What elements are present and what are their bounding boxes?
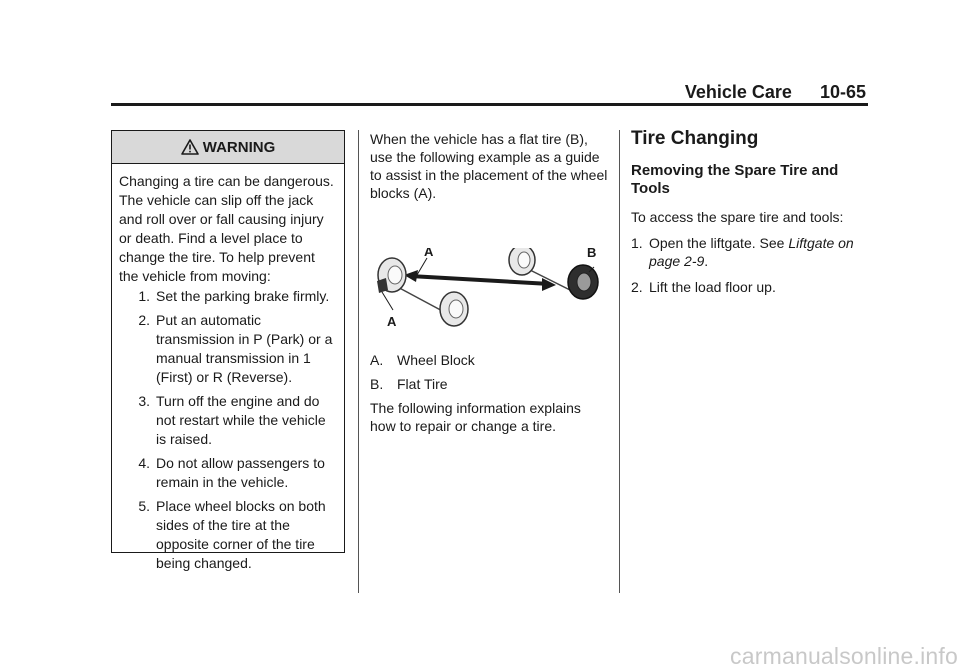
figure-label-b: B	[587, 248, 597, 260]
procedure-step	[631, 234, 871, 270]
header-text	[685, 82, 866, 103]
legend-key: B.	[370, 376, 384, 392]
warning-triangle-icon	[181, 139, 199, 155]
step-number: 5.	[138, 498, 150, 514]
figure-legend	[370, 351, 610, 435]
warning-intro: Changing a tire can be dangerous. The vehicle can slip off the jack and roll over or fall causing injury or death. Find a level place to change the tire. To help prevent the vehicle from moving:	[119, 173, 334, 284]
warning-step	[119, 311, 337, 387]
column-divider	[358, 130, 359, 593]
step-text: Do not allow passengers to remain in the vehicle.	[156, 455, 325, 490]
warning-step	[119, 454, 337, 492]
figure-label-a-bottom: A	[387, 314, 397, 329]
legend-key: A.	[370, 352, 384, 368]
step-text	[649, 234, 871, 270]
figure-label-a-top: A	[424, 248, 434, 259]
legend-item	[370, 375, 610, 393]
left-column	[111, 130, 346, 571]
subsection-heading: Removing the Spare Tire and Tools	[631, 162, 839, 197]
legend-label: Flat Tire	[397, 376, 448, 392]
warning-header	[112, 131, 344, 164]
step-number: 2.	[631, 279, 643, 295]
wheel-front-left	[509, 248, 535, 275]
step-number: 3.	[138, 393, 150, 409]
wheel-block-diagram	[370, 248, 610, 340]
step-text-lead: Open the liftgate. See	[649, 235, 789, 251]
flat-tire-icon	[568, 265, 598, 299]
direction-arrow	[404, 270, 556, 291]
right-intro: To access the spare tire and tools:	[631, 209, 844, 225]
step-number: 2.	[138, 312, 150, 328]
step-number: 1.	[631, 235, 643, 251]
middle-column	[370, 130, 610, 202]
page-header	[111, 82, 868, 104]
warning-step	[119, 392, 337, 449]
section-heading: Tire Changing	[631, 128, 759, 149]
step-text: Place wheel blocks on both sides of the tire at the opposite corner of the tire being changed.	[156, 498, 326, 571]
warning-step	[119, 497, 337, 573]
page-number: 10-65	[819, 82, 866, 102]
warning-body	[112, 164, 344, 573]
column-divider	[619, 130, 620, 593]
middle-intro: When the vehicle has a flat tire (B), use the following example as a guide to assist in the placement of the wheel blocks (A).	[370, 131, 608, 201]
step-text: Set the parking brake firmly.	[156, 288, 330, 304]
step-text: Lift the load floor up.	[649, 279, 776, 295]
warning-steps	[119, 287, 337, 573]
step-text: Turn off the engine and do not restart while the vehicle is raised.	[156, 393, 326, 447]
step-text: Put an automatic transmission in P (Park) or a manual transmission in 1 (First) or R (Reverse).	[156, 312, 333, 385]
right-column	[631, 128, 871, 304]
legend-label: Wheel Block	[397, 352, 475, 368]
step-number: 4.	[138, 455, 150, 471]
step-text-tail: .	[704, 253, 709, 269]
wheel-rear-right	[440, 292, 468, 326]
section-title: Vehicle Care	[684, 82, 792, 102]
warning-step	[119, 287, 337, 306]
liftgate-page-link[interactable]: Liftgate on page 2-9	[649, 235, 854, 269]
watermark: carmanualsonline.info	[730, 643, 958, 669]
warning-box	[111, 130, 345, 571]
procedure-step	[631, 278, 871, 296]
leader-line-a-bottom	[382, 292, 393, 310]
spare-tire-steps	[631, 234, 871, 296]
warning-title: WARNING	[202, 138, 276, 156]
step-number: 1.	[138, 288, 150, 304]
header-rule	[111, 103, 868, 106]
middle-outro: The following information explains how to repair or change a tire.	[370, 400, 581, 434]
legend-item	[370, 351, 610, 369]
